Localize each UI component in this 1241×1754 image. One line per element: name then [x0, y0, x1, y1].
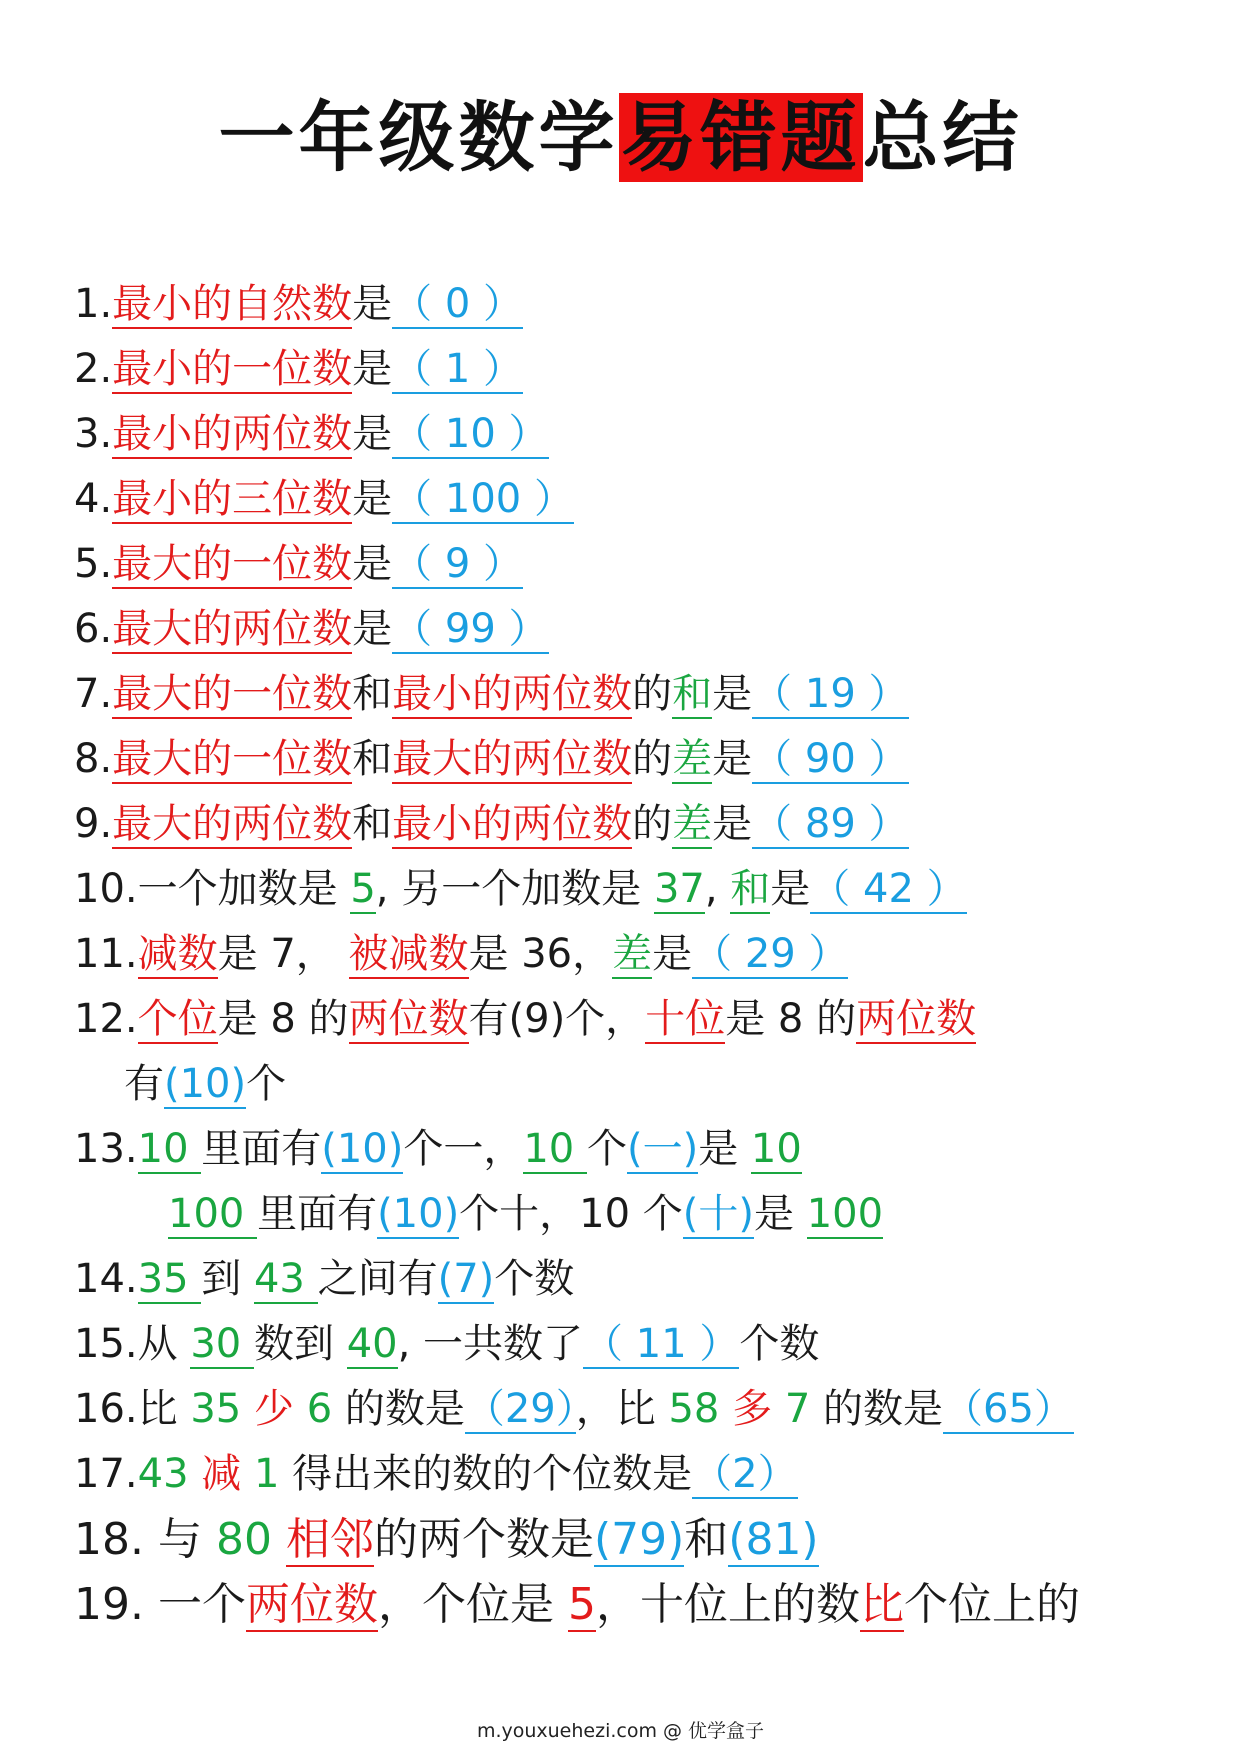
green-number-underlined: 30 — [190, 1321, 254, 1367]
item-text: 的数是 — [823, 1386, 943, 1432]
green-number-underlined: 和 — [730, 866, 771, 912]
item-text: 是 — [698, 1126, 751, 1172]
item-text: 里面有 — [201, 1126, 322, 1172]
item-number: 1. — [74, 281, 113, 327]
item-text: 是 — [712, 801, 753, 847]
item-text: 的 — [632, 801, 673, 847]
green-number: 6 — [306, 1386, 345, 1432]
item-text: 和 — [684, 1514, 729, 1565]
red-keyword-underlined: 比 — [859, 1579, 904, 1630]
item-number: 9. — [74, 801, 113, 847]
red-keyword-underlined: 最大的一位数 — [112, 541, 353, 587]
red-keyword-underlined: 5 — [567, 1579, 596, 1630]
green-number-underlined: 10 — [750, 1126, 802, 1172]
green-number: 35 — [190, 1386, 254, 1432]
item-number: 4. — [74, 476, 113, 522]
title-text-after: 总结 — [862, 93, 1023, 182]
item-text: 是 — [352, 476, 393, 522]
question-line — [74, 662, 1214, 727]
title-text-before: 一年级数学 — [218, 93, 619, 182]
question-line — [74, 922, 1214, 987]
question-line — [74, 272, 1214, 337]
item-text: 和 — [352, 801, 393, 847]
item-text: 是 7， — [217, 931, 349, 977]
green-number-underlined: 35 — [137, 1256, 202, 1302]
green-number-underlined: 40 — [346, 1321, 398, 1367]
blue-answer-blank: (一) — [626, 1126, 699, 1172]
question-line — [74, 727, 1214, 792]
question-list — [74, 272, 1214, 1637]
item-text: 一个 — [143, 1579, 246, 1630]
blue-answer-blank: （ 1 ） — [392, 346, 524, 392]
item-number: 6. — [74, 606, 113, 652]
green-number-underlined: 100 — [168, 1191, 258, 1237]
question-line — [74, 532, 1214, 597]
blue-answer-blank: (79) — [593, 1514, 685, 1565]
item-number: 5. — [74, 541, 113, 587]
item-text: 是 8 的 — [725, 996, 857, 1042]
green-number-underlined: 10 — [137, 1126, 202, 1172]
item-number: 3. — [74, 411, 113, 457]
item-text: , — [704, 866, 731, 912]
item-text: 的两个数是 — [373, 1514, 594, 1565]
green-number-underlined: 和 — [672, 671, 713, 717]
red-keyword: 多 — [732, 1386, 785, 1432]
blue-answer-blank: （29） — [464, 1386, 576, 1432]
item-text: 有(9)个， — [468, 996, 646, 1042]
item-text: 是 — [352, 281, 393, 327]
red-keyword: 减 — [201, 1451, 254, 1497]
item-number: 16. — [74, 1386, 138, 1432]
green-number-underlined: 37 — [653, 866, 705, 912]
red-keyword-underlined: 最小的两位数 — [392, 671, 633, 717]
item-number: 11. — [74, 931, 138, 977]
blue-answer-blank: （ 10 ） — [392, 411, 549, 457]
question-line — [74, 1312, 1214, 1377]
item-text: 个 — [246, 1061, 287, 1107]
question-line — [74, 857, 1214, 922]
blue-answer-blank: （2） — [692, 1451, 798, 1497]
green-number-underlined: 5 — [350, 866, 376, 912]
green-number-underlined: 差 — [672, 801, 713, 847]
question-line — [74, 467, 1214, 532]
item-text: 的 — [632, 736, 673, 782]
blue-answer-blank: (10) — [321, 1126, 404, 1172]
item-text: 有 — [124, 1061, 164, 1107]
item-text: 和 — [352, 671, 393, 717]
red-keyword-underlined: 最小的一位数 — [112, 346, 353, 392]
red-keyword-underlined: 最大的两位数 — [112, 801, 353, 847]
red-keyword-underlined: 减数 — [137, 931, 218, 977]
red-keyword: 少 — [253, 1386, 307, 1432]
page-title — [0, 88, 1241, 188]
blue-answer-blank: （ 19 ） — [752, 671, 909, 717]
blue-answer-blank: （ 100 ） — [392, 476, 574, 522]
item-text: 数到 — [253, 1321, 347, 1367]
red-keyword-underlined: 两位数 — [856, 996, 977, 1042]
item-text: 是 — [754, 1191, 807, 1237]
blue-answer-blank: （ 90 ） — [752, 736, 909, 782]
question-line — [74, 1377, 1214, 1442]
blue-answer-blank: （ 11 ） — [583, 1321, 740, 1367]
question-line — [74, 337, 1214, 402]
blue-answer-blank: （65） — [943, 1386, 1074, 1432]
item-text: 与 — [143, 1514, 216, 1565]
question-line — [74, 1052, 1214, 1117]
item-text: 是 — [770, 866, 811, 912]
question-line — [74, 1182, 1214, 1247]
red-keyword-underlined: 相邻 — [285, 1514, 374, 1565]
red-keyword-underlined: 最小的两位数 — [392, 801, 633, 847]
item-text: , 另一个加数是 — [375, 866, 654, 912]
item-text: 是 — [352, 346, 393, 392]
green-number: 80 — [215, 1514, 286, 1565]
green-number: 58 — [668, 1386, 733, 1432]
item-number: 2. — [74, 346, 113, 392]
green-number-underlined: 100 — [806, 1191, 884, 1237]
item-number: 8. — [74, 736, 113, 782]
blue-answer-blank: (10) — [164, 1061, 247, 1107]
item-text: 个数 — [739, 1321, 820, 1367]
green-number: 43 — [137, 1451, 202, 1497]
question-line — [74, 597, 1214, 662]
item-number: 7. — [74, 671, 113, 717]
item-number: 19. — [74, 1579, 144, 1630]
item-text: ，比 — [575, 1386, 669, 1432]
item-text: 个一， — [403, 1126, 524, 1172]
red-keyword-underlined: 最大的两位数 — [112, 606, 353, 652]
question-line — [74, 792, 1214, 857]
item-number: 18. — [74, 1514, 144, 1565]
item-number: 13. — [74, 1126, 138, 1172]
green-number-underlined: 差 — [672, 736, 713, 782]
item-text: 和 — [352, 736, 393, 782]
green-number-underlined: 10 — [523, 1126, 587, 1172]
item-text: 比 — [137, 1386, 191, 1432]
item-number: 17. — [74, 1451, 138, 1497]
blue-answer-blank: (10) — [377, 1191, 460, 1237]
blue-answer-blank: (7) — [437, 1256, 495, 1302]
blue-answer-blank: （ 0 ） — [392, 281, 524, 327]
item-number: 10. — [74, 866, 138, 912]
question-line — [74, 1247, 1214, 1312]
item-text: 是 — [352, 411, 393, 457]
item-text: 个 — [586, 1126, 627, 1172]
red-keyword-underlined: 两位数 — [348, 996, 469, 1042]
item-text: 的 — [632, 671, 673, 717]
item-text: 的数是 — [344, 1386, 465, 1432]
item-text: ，十位上的数 — [595, 1579, 860, 1630]
red-keyword-underlined: 十位 — [645, 996, 726, 1042]
footer-watermark: m.youxuehezi.com @ 优学盒子 — [476, 1720, 765, 1742]
item-text: 从 — [137, 1321, 191, 1367]
item-text: 个数 — [494, 1256, 575, 1302]
green-number-underlined: 43 — [253, 1256, 318, 1302]
item-text: 个位上的 — [903, 1579, 1080, 1630]
blue-answer-blank: （ 29 ） — [692, 931, 849, 977]
blue-answer-blank: （ 9 ） — [392, 541, 524, 587]
item-text: 是 — [652, 931, 693, 977]
green-number: 7 — [784, 1386, 823, 1432]
item-text: 个十，10 个 — [459, 1191, 683, 1237]
item-text: 里面有 — [257, 1191, 378, 1237]
question-line — [74, 402, 1214, 467]
item-number: 15. — [74, 1321, 138, 1367]
blue-answer-blank: （ 89 ） — [752, 801, 909, 847]
item-text: 一个加数是 — [137, 866, 351, 912]
item-text: 是 — [712, 736, 753, 782]
item-text: 是 — [352, 606, 393, 652]
item-text: 是 36， — [468, 931, 613, 977]
item-text: 是 8 的 — [217, 996, 349, 1042]
red-keyword-underlined: 个位 — [137, 996, 218, 1042]
red-keyword-underlined: 最大的一位数 — [112, 671, 353, 717]
title-highlight: 易错题 — [620, 93, 861, 182]
red-keyword-underlined: 最小的自然数 — [112, 281, 353, 327]
question-line — [74, 987, 1214, 1052]
red-keyword-underlined: 最小的两位数 — [112, 411, 353, 457]
red-keyword-underlined: 两位数 — [245, 1579, 378, 1630]
item-text: 是 — [352, 541, 393, 587]
item-number: 12. — [74, 996, 138, 1042]
question-line — [74, 1117, 1214, 1182]
question-line — [74, 1442, 1214, 1507]
question-line — [74, 1507, 1214, 1572]
blue-answer-blank: （ 42 ） — [810, 866, 967, 912]
item-text: 得出来的数的个位数是 — [292, 1451, 693, 1497]
blue-answer-blank: (81) — [728, 1514, 819, 1565]
item-text: 之间有 — [317, 1256, 438, 1302]
item-text: 是 — [712, 671, 753, 717]
item-text: 到 — [201, 1256, 254, 1302]
item-number: 14. — [74, 1256, 138, 1302]
red-keyword-underlined: 被减数 — [348, 931, 469, 977]
green-number: 1 — [253, 1451, 293, 1497]
red-keyword-underlined: 最大的两位数 — [392, 736, 633, 782]
blue-answer-blank: （ 99 ） — [392, 606, 549, 652]
red-keyword-underlined: 最大的一位数 — [112, 736, 353, 782]
question-line — [74, 1572, 1214, 1637]
item-text: ，个位是 — [377, 1579, 568, 1630]
item-text: , 一共数了 — [397, 1321, 584, 1367]
blue-answer-blank: (十) — [682, 1191, 755, 1237]
green-number-underlined: 差 — [612, 931, 653, 977]
red-keyword-underlined: 最小的三位数 — [112, 476, 353, 522]
